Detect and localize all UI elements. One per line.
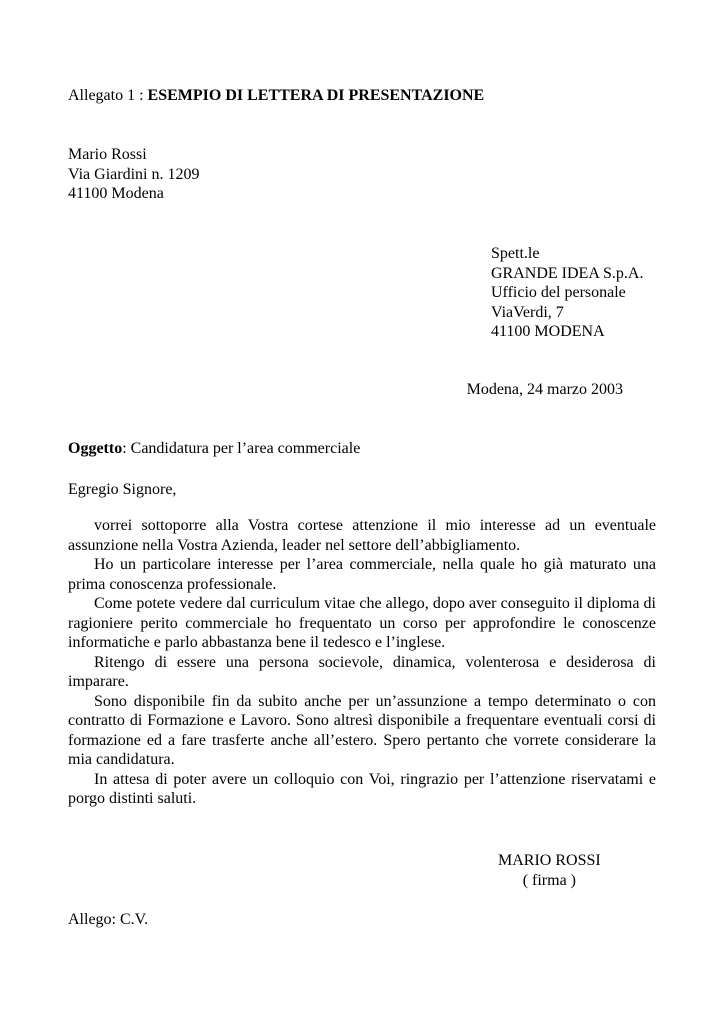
signature-block bbox=[498, 851, 601, 890]
document-heading bbox=[68, 86, 484, 106]
subject-label: Oggetto bbox=[68, 440, 123, 457]
heading-prefix: Allegato 1 : bbox=[68, 87, 148, 104]
signature-name: MARIO ROSSI bbox=[498, 852, 601, 869]
letter-body bbox=[68, 516, 656, 809]
body-paragraph: Ritengo di essere una persona socievole, dinamica, volenterosa e desiderosa di imparare. bbox=[68, 653, 656, 690]
enclosure-note: Allego: C.V. bbox=[68, 911, 149, 928]
signature-note: ( firma ) bbox=[522, 871, 576, 889]
recipient-city: 41100 MODENA bbox=[491, 323, 605, 340]
sender-street: Via Giardini n. 1209 bbox=[68, 165, 200, 183]
body-paragraph: vorrei sottoporre alla Vostra cortese attenzione il mio interesse ad un eventuale assunzione nella Vostra Azienda, leader nel settore dell’abbigliamento. bbox=[68, 517, 656, 554]
subject-text: : Candidatura per l’area commerciale bbox=[122, 440, 361, 457]
body-paragraph: Ho un particolare interesse per l’area commerciale, nella quale ho già maturato una prima conoscenza professionale. bbox=[68, 556, 656, 593]
recipient-salutation: Spett.le bbox=[491, 245, 540, 262]
sender-address bbox=[68, 145, 199, 204]
body-paragraph: Come potete vedere dal curriculum vitae che allego, dopo aver conseguito il diploma di ragioniere perito commerciale ho frequentato un corso per approfondire le conoscenze informatiche e parlo abbastanza bene il tedesco e l’inglese. bbox=[68, 595, 656, 651]
recipient-street: ViaVerdi, 7 bbox=[491, 303, 564, 321]
letter-date: Modena, 24 marzo 2003 bbox=[466, 381, 623, 398]
letter-salutation: Egregio Signore, bbox=[68, 481, 177, 498]
body-paragraph: In attesa di poter avere un colloquio con Voi, ringrazio per l’attenzione riservatami e porgo distinti saluti. bbox=[68, 770, 656, 807]
recipient-company: GRANDE IDEA S.p.A. bbox=[491, 264, 644, 282]
recipient-address bbox=[491, 244, 643, 342]
recipient-department: Ufficio del personale bbox=[491, 284, 626, 301]
body-paragraph: Sono disponibile fin da subito anche per un’assunzione a tempo determinato o con contratto di Formazione e Lavoro. Sono altresì disponibile a frequentare eventuali corsi di formazione ed a fare trasferte anche all’estero. Spero pertanto che vorrete considerare la mia candidatura. bbox=[68, 692, 656, 768]
heading-title: ESEMPIO DI LETTERA DI PRESENTAZIONE bbox=[147, 87, 485, 104]
sender-city: 41100 Modena bbox=[68, 185, 164, 202]
sender-name: Mario Rossi bbox=[68, 146, 147, 163]
subject-line bbox=[68, 439, 360, 459]
